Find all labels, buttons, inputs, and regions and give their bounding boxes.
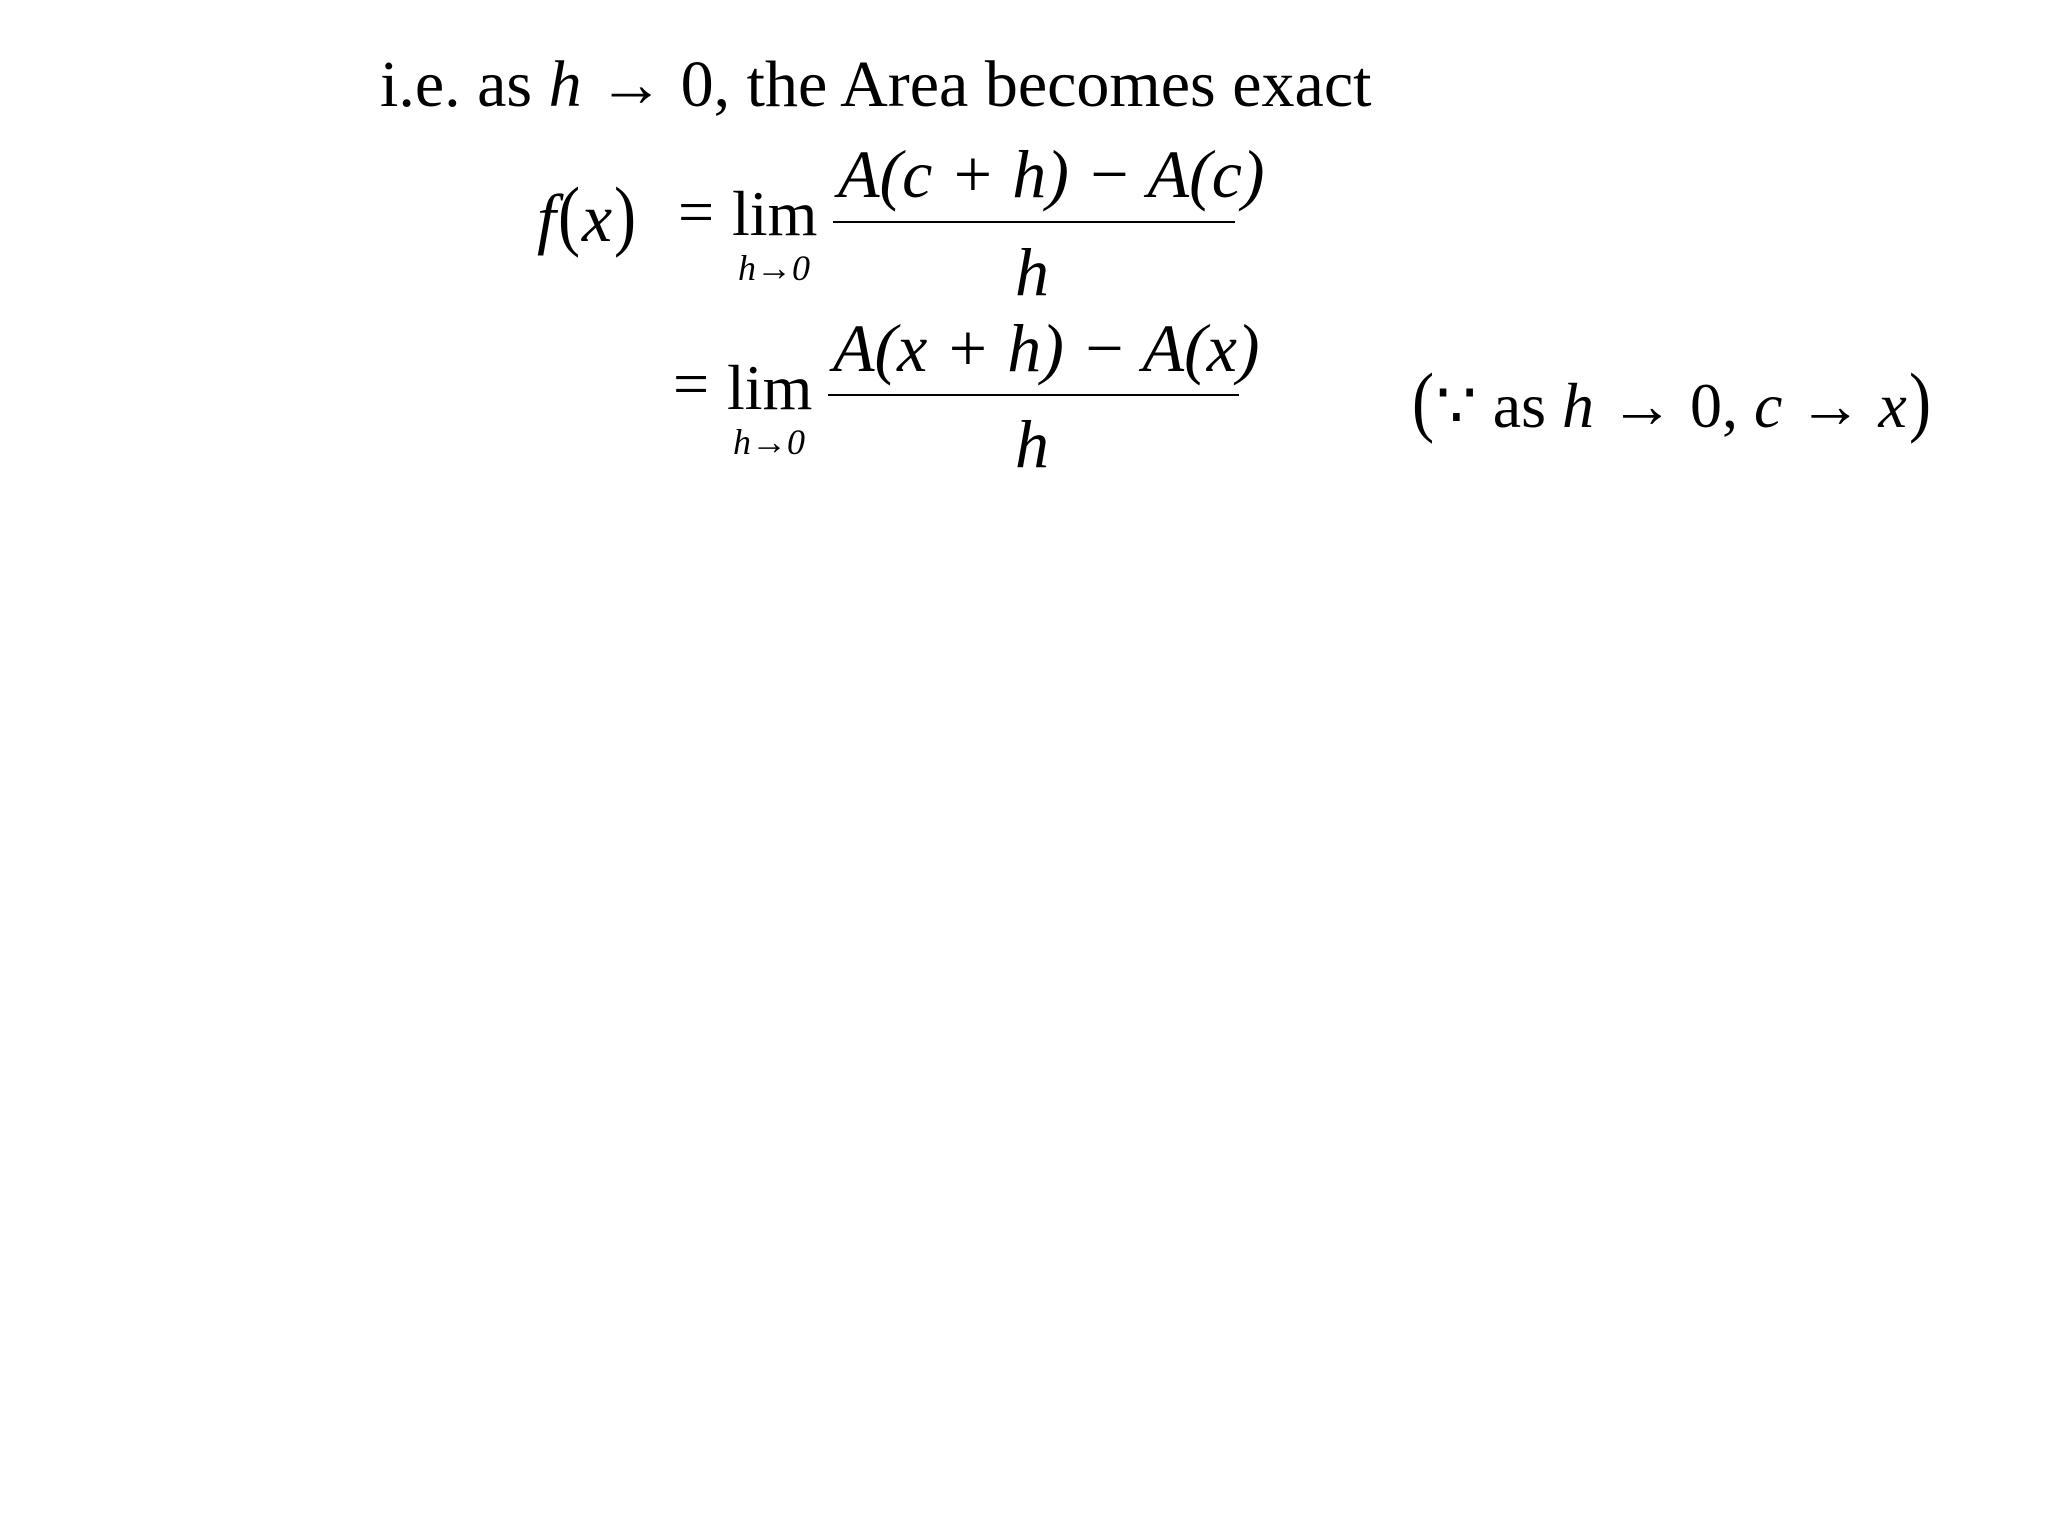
line2-lim: lim [727, 352, 813, 423]
side-note [1410, 357, 1933, 444]
lhs-func: f [537, 180, 556, 256]
line1-lim-sub: h→0 [738, 248, 810, 288]
note-zero: 0, [1690, 370, 1739, 441]
note-arrow-2: → [1798, 370, 1863, 441]
heading-arrow: → [598, 48, 665, 121]
lhs-paren-close: ) [614, 171, 637, 258]
lhs-var: x [581, 180, 613, 256]
line2-equals: = [673, 348, 710, 419]
heading [380, 48, 1372, 121]
note-as: as [1492, 370, 1547, 441]
heading-suffix: 0, the Area becomes exact [680, 48, 1372, 121]
heading-var: h [548, 48, 582, 121]
line1-denominator: h [1015, 234, 1049, 310]
line1-fraction-bar [833, 221, 1235, 223]
line1-numerator: A(c + h) − A(c) [838, 136, 1265, 212]
note-var-c: c [1754, 370, 1783, 441]
note-paren-close: ) [1908, 357, 1931, 444]
note-arrow-1: → [1610, 370, 1675, 441]
note-var-x: x [1878, 370, 1907, 441]
line2-numerator: A(x + h) − A(x) [833, 310, 1260, 386]
line1-equals: = [678, 176, 715, 247]
line1-lhs [537, 171, 638, 258]
because-symbol: ∵ [1435, 370, 1477, 441]
note-paren-open: ( [1411, 357, 1435, 444]
heading-prefix: i.e. as [380, 48, 533, 121]
line2-lim-sub: h→0 [733, 422, 805, 462]
line2-denominator: h [1015, 406, 1049, 482]
note-var-h: h [1562, 370, 1595, 441]
line2-fraction-bar [828, 394, 1239, 396]
line1-lim: lim [732, 178, 818, 249]
lhs-paren-open: ( [557, 171, 580, 258]
